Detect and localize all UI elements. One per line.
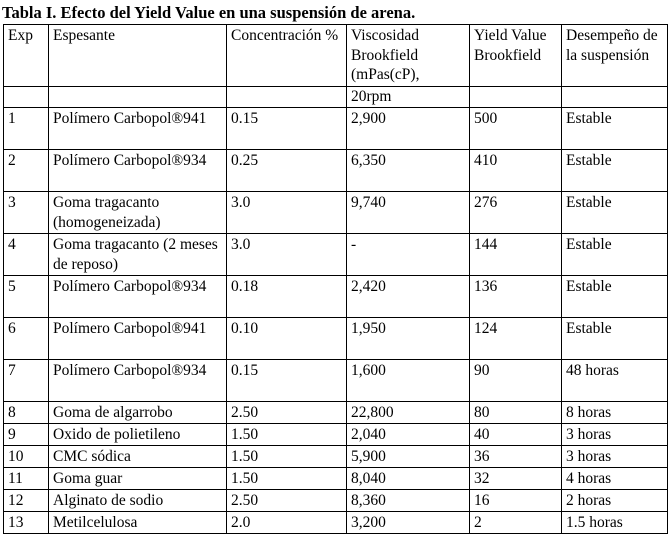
table-row (4, 424, 668, 446)
cell-espesante: Goma tragacanto (homogeneizada) (49, 192, 227, 234)
table-row (4, 360, 668, 402)
table-row (4, 490, 668, 512)
cell-yield-value: 2 (470, 512, 562, 534)
cell-viscosidad: - (347, 234, 470, 276)
table-row (4, 150, 668, 192)
units-cell (4, 87, 49, 108)
cell-espesante: CMC sódica (49, 446, 227, 468)
header-viscosidad: Viscosidad Brookfield (mPas(cP), (347, 25, 470, 87)
cell-viscosidad: 9,740 (347, 192, 470, 234)
cell-espesante: Goma guar (49, 468, 227, 490)
units-cell (470, 87, 562, 108)
cell-yield-value: 410 (470, 150, 562, 192)
units-cell (49, 87, 227, 108)
cell-concentracion: 3.0 (227, 234, 347, 276)
table-row (4, 446, 668, 468)
cell-desempeno: Estable (562, 276, 668, 318)
cell-concentracion: 1.50 (227, 468, 347, 490)
table-row (4, 276, 668, 318)
cell-yield-value: 40 (470, 424, 562, 446)
cell-exp: 4 (4, 234, 49, 276)
cell-espesante: Goma tragacanto (2 meses de reposo) (49, 234, 227, 276)
cell-desempeno: Estable (562, 108, 668, 150)
cell-desempeno: 3 horas (562, 446, 668, 468)
table-header-row (4, 25, 668, 87)
cell-concentracion: 2.50 (227, 402, 347, 424)
cell-viscosidad: 2,420 (347, 276, 470, 318)
cell-yield-value: 500 (470, 108, 562, 150)
cell-concentracion: 1.50 (227, 446, 347, 468)
cell-desempeno: 3 horas (562, 424, 668, 446)
units-cell (227, 87, 347, 108)
cell-exp: 13 (4, 512, 49, 534)
cell-viscosidad: 2,900 (347, 108, 470, 150)
cell-concentracion: 0.18 (227, 276, 347, 318)
cell-desempeno: Estable (562, 318, 668, 360)
cell-viscosidad: 2,040 (347, 424, 470, 446)
cell-concentracion: 2.50 (227, 490, 347, 512)
cell-espesante: Goma de algarrobo (49, 402, 227, 424)
cell-concentracion: 3.0 (227, 192, 347, 234)
cell-exp: 7 (4, 360, 49, 402)
cell-espesante: Polímero Carbopol®934 (49, 150, 227, 192)
cell-espesante: Polímero Carbopol®941 (49, 108, 227, 150)
cell-viscosidad: 5,900 (347, 446, 470, 468)
cell-exp: 11 (4, 468, 49, 490)
cell-yield-value: 32 (470, 468, 562, 490)
units-cell (562, 87, 668, 108)
table-row (4, 318, 668, 360)
cell-yield-value: 90 (470, 360, 562, 402)
table-row (4, 512, 668, 534)
cell-exp: 10 (4, 446, 49, 468)
cell-concentracion: 1.50 (227, 424, 347, 446)
cell-yield-value: 276 (470, 192, 562, 234)
cell-yield-value: 36 (470, 446, 562, 468)
cell-espesante: Polímero Carbopol®941 (49, 318, 227, 360)
cell-desempeno: 2 horas (562, 490, 668, 512)
cell-viscosidad: 1,600 (347, 360, 470, 402)
header-yield-value: Yield Value Brookfield (470, 25, 562, 87)
cell-espesante: Polímero Carbopol®934 (49, 360, 227, 402)
yield-value-table (3, 24, 668, 534)
cell-yield-value: 80 (470, 402, 562, 424)
cell-espesante: Metilcelulosa (49, 512, 227, 534)
table-row (4, 192, 668, 234)
header-exp: Exp (4, 25, 49, 87)
header-desempeno: Desempeño de la suspensión (562, 25, 668, 87)
table-title: Tabla I. Efecto del Yield Value en una suspensión de arena. (2, 3, 416, 22)
table-row (4, 234, 668, 276)
cell-concentracion: 0.10 (227, 318, 347, 360)
cell-exp: 1 (4, 108, 49, 150)
cell-desempeno: Estable (562, 234, 668, 276)
cell-exp: 9 (4, 424, 49, 446)
cell-concentracion: 0.15 (227, 360, 347, 402)
units-row (4, 87, 668, 108)
header-concentracion: Concentración % (227, 25, 347, 87)
cell-concentracion: 0.25 (227, 150, 347, 192)
cell-concentracion: 0.15 (227, 108, 347, 150)
cell-desempeno: 48 horas (562, 360, 668, 402)
cell-espesante: Oxido de polietileno (49, 424, 227, 446)
cell-espesante: Polímero Carbopol®934 (49, 276, 227, 318)
cell-exp: 12 (4, 490, 49, 512)
cell-desempeno: Estable (562, 150, 668, 192)
table-row (4, 402, 668, 424)
cell-desempeno: 1.5 horas (562, 512, 668, 534)
cell-exp: 8 (4, 402, 49, 424)
cell-espesante: Alginato de sodio (49, 490, 227, 512)
cell-yield-value: 136 (470, 276, 562, 318)
cell-viscosidad: 3,200 (347, 512, 470, 534)
cell-yield-value: 124 (470, 318, 562, 360)
cell-viscosidad: 6,350 (347, 150, 470, 192)
cell-exp: 2 (4, 150, 49, 192)
header-espesante: Espesante (49, 25, 227, 87)
cell-viscosidad: 22,800 (347, 402, 470, 424)
cell-exp: 5 (4, 276, 49, 318)
cell-exp: 6 (4, 318, 49, 360)
cell-exp: 3 (4, 192, 49, 234)
cell-concentracion: 2.0 (227, 512, 347, 534)
cell-viscosidad: 8,040 (347, 468, 470, 490)
table-row (4, 108, 668, 150)
units-cell-viscosidad: 20rpm (347, 87, 470, 108)
table-row (4, 468, 668, 490)
cell-yield-value: 144 (470, 234, 562, 276)
cell-desempeno: 8 horas (562, 402, 668, 424)
cell-desempeno: Estable (562, 192, 668, 234)
cell-viscosidad: 8,360 (347, 490, 470, 512)
cell-yield-value: 16 (470, 490, 562, 512)
cell-desempeno: 4 horas (562, 468, 668, 490)
cell-viscosidad: 1,950 (347, 318, 470, 360)
